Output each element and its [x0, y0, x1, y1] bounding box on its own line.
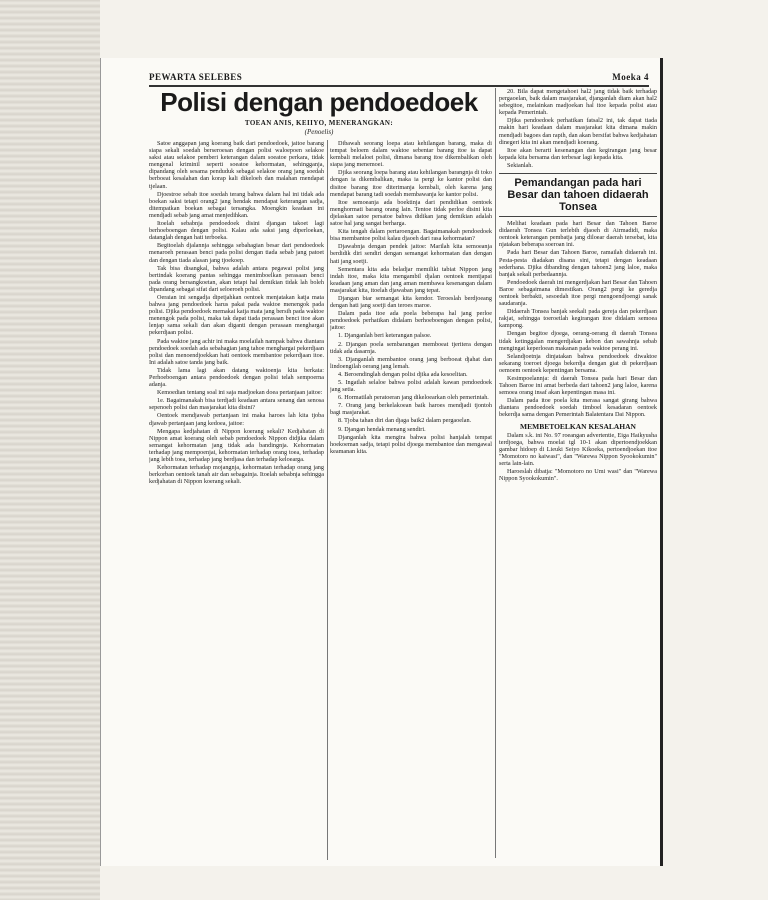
paragraph: 6. Hormatilah peratoeran jang dikeloearkan oleh pemerintah.: [338, 394, 489, 402]
paragraph: 8. Tjoba tahan diri dan djaga baik2 dalam pergaoelan.: [338, 417, 472, 425]
masthead: [149, 72, 649, 84]
paragraph: Satoe anggapan jang koerang baik dari pendoedoek, jaitoe barang siapa sekali soedah berseroesan dengan polisi waloepoen selakoe saksi atau selakoe pemberi keterangan dalam soeatoe perkara, tidak mengenal kriminil seperti soeatoe kehormatan, sehingganja, dipandang oleh sesama penduduk sebagai selakoe orang jang soedah berboeat kesalahan dan korap kali dikeloeh dan malahan mendapat tjelaan.: [149, 140, 324, 190]
article-subtitle: TOEAN ANIS, KEIIYO, MENERANGKAN:: [244, 119, 394, 127]
paragraph: Tak bisa disangkal, bahwa adalah antara pegawai polisi jang bertindak koerang pantas sehingga menimboelkan perasaan benci pada orang bersangkoetan, akan tetapi hal demikian tidak lah boleh dipandang sebagai sifat dari seloeroeh polisi.: [149, 264, 324, 293]
scan-edge: [0, 0, 100, 900]
correction-article-text: [499, 432, 657, 483]
paragraph: 4. Beroendinglah dengan polisi djika ada kesoelitan.: [338, 370, 468, 378]
section-heading-correction: MEMBETOELKAN KESALAHAN: [520, 421, 636, 431]
paragraph: Dengan begitoe djoega, oerang-oerang di daerah Tonsea tidak ketinggalan mengerdjakan kebon dan sawahnja sebab mengingat keperloean makanan pada waktoe perang ini.: [499, 330, 657, 352]
paragraph: Pada waktoe jang achir ini maka moelailah nampak bahwa diantara pendoedoek soedah ada sebahagian jang tahoe menghargai pekerdjaan polisi dan menoendjoekkan hati oentoek membantoe pekerdjaan itoe. Ini adalah satoe tanda jang baik.: [149, 337, 324, 366]
paragraph: Oentoek mendjawab pertanjaan ini maka haroes lah kita tjoba djawab pertanjaan jang kedoea, jaitoe:: [149, 412, 324, 427]
paragraph: Tidak lama lagi akan datang waktoenja kita berkata: Perhoeboengan antara pendoedoek dengan polisi telah sempoerna adanja.: [149, 366, 324, 389]
paragraph: Melihat keadaan pada hari Besar dan Tahoen Baroe didaerah Tonsea Gun terlebih djaoeh di Airmadidi, maka oentoek keterangan pembatja jang diloear daerah tersebat, kita njatakan beberapa soeroan ini.: [499, 220, 657, 249]
column-1-text: [149, 140, 324, 485]
column-2-text: [330, 140, 492, 455]
paragraph: Mengapa kedjahatan di Nippon koerang sekali? Kedjahatan di Nippon amat koerang oleh sebab pendoedoek Nippon didjika dalam semangat kehormatan jang tidak ada bandingnja. Kehormatan terhadap jang mempoenjai, kehormatan terhadap orang toea, terhadap jang lebih toea, terhadap jang berdjasa dan terhadap keloearga.: [149, 427, 324, 464]
paragraph: 20. Bila dapat mengetahoei hal2 jang tidak baik terhadap pergaoelan, baik dalam masjarakat, djanganlah diam akan hal2 sebegitoe, melainkan madjoekan hal itoe kepada polisi atau kepada Pemerintah.: [499, 88, 657, 117]
paragraph: Haroeslah dibatja: "Momotoro no Umi wasi" dan "Warewa Nippon Syookokumin".: [499, 468, 657, 483]
paragraph: Kehormatan terhadap mojangnja, kehormatan terhadap orang jang berkorban oentoek tanah air dan sebagainja. Itoelah sebabnja sehingga kedjahatan di Nippon koerang sekali.: [149, 464, 324, 486]
paragraph: Djika pendoedoek perhatikan fatsal2 ini, tak dapat tiada makin hari keadaan dalam masjarakat kita dimana makin mendjadi bagoes dan rapih, dan akan bersifat bahwa kedjahatan dinegeri kita ini akan mendjadi koerang.: [499, 117, 657, 146]
paragraph: Pendoedoek daerah ini mengerdjakan hari Besar dan Tahoen Baroe sebagaimana dimestikan. Orang2 pergi ke geredja oentoek berbakti, sesoedah itoe pergi mengoendjoengi sanak saudaranja.: [499, 278, 657, 308]
paragraph: 1e. Bagaimanakah bisa terdjadi keadaan antara senang dan senosa sepenoeh polisi dan masjarakat kita disini?: [149, 397, 324, 412]
paragraph: Pada hari Besar dan Tahoen Baroe, ramailah didaerah ini. Pesta-pesta diadakan disana sini, tetapi dengan keadaan sederhana. Djika dibanding dengan tahoen2 jang laloe, maka banjak sekali perbedaannja.: [499, 249, 657, 278]
column-divider: [327, 140, 328, 860]
tonsea-article-text: [499, 220, 657, 419]
paragraph: 7. Orang jang berkelakoean baik haroes mendjadi tjontoh bagi masjarakat.: [330, 402, 492, 417]
article-byline: (Penoelis): [304, 128, 334, 136]
section-heading-tonsea: Pemandangan pada hari Besar dan tahoen didaerah Tonsea: [499, 173, 657, 217]
paragraph: Itoelah sebabnja pendoedoek disini djangan takoet lagi berhoeboengan dengan polisi. Kalau ada saksi jang diperloekan, datanglah dengan hati terboeka.: [149, 220, 324, 242]
column-1: [149, 140, 324, 860]
paragraph: Kemoedian tentang soal ini saja madjoekan doea pertanjaan jaitoe:: [157, 389, 323, 397]
paragraph: 3. Djanganlah membantoe orang jang berboeat djahat dan lindoengilah oerang jang lemah.: [330, 355, 492, 370]
paragraph: Sekianlah.: [507, 161, 533, 169]
paragraph: 1. Djanganlah beri keterangan palsoe.: [338, 332, 432, 340]
paragraph: Oeraian ini sengadja dipetjahkan oentoek menjatakan katja mata bahwa jang pendoedoek harus pakai pada waktoe menengok pada polisi. Djika pendoedoek memakai katja mata jang bersih pada waktoe menengok pada polisi, maka tak dapat tiada perasaan benci itoe akan lenjap sama sekali dan akan diganti dengan perasaan menghargai pekerdjaan polisi.: [149, 293, 324, 337]
paragraph: 5. Ingatlah selaloe bahwa polisi adalah kawan pendoedoek jang setia.: [330, 379, 492, 394]
paragraph: Dibawah seorang loepa atau kehilangan barang, maka di tempat beloem dalam waktoe sebentar barang itoe ia dapat kembali melaloei polisi, dimana barang itoe dikembalikan oleh siapa jang menemoei.: [330, 140, 492, 169]
paragraph: Sementara kita ada beladjar memiliki tabiat Nippon jang indah itoe, maka kita mengambil djalan oentoek mentjapai keadaan jang aman dan jang aman membawa kesenangan dalam masjarakat kita, itoelah djawaban jang tepat.: [330, 265, 492, 294]
paragraph: Selandjoetnja dinjatakan bahwa pendoedoek diwaktoe sekarang toeroet djoega bekerdja dengan giat di pekerdjaan oemoem oentoek kepentingan bersama.: [499, 352, 657, 374]
paragraph: Didaerah Tonsea banjak seekali pada gereja dan pekerdjaan rakjat, sehingga toeroetlah kegirangan itoe didalam semoea kampong.: [499, 308, 657, 330]
paragraph: Djawabnja dengan pendek jaitoe: Marilah kita semoeanja berdidik diri sendiri dengan semangat kehormatan dan dengan hati jang soetji.: [330, 243, 492, 265]
newspaper-page: [100, 58, 661, 866]
newspaper-name: PEWARTA SELEBES: [149, 72, 243, 82]
article-title: Polisi dengan pendoedoek: [160, 87, 478, 117]
column-divider: [495, 88, 496, 858]
paragraph: Dalam pada itoe ada poela beberapa hal jang perloe pendoedoek perhatikan didalam berhoeboengan dengan polisi, jaitoe:: [330, 310, 492, 332]
paragraph: 2. Djangan poela sembarangan memboeat tjeritera dengan tidak ada dasarnja.: [330, 340, 492, 355]
column-2: [330, 140, 492, 860]
paragraph: Dalam s.k. ini No. 97 roeangan advertentie, Eiga Haikyusha terdjoega, bahwa moelai tgl 10-1 akan dipertoendjoekkan gambar hidoep di Lieuki Seiyo Kikoeka, pertoendjoekan itoe "Momotoro no kaiwasi", dan "Warewa Nippon Syookokumin" serta lain-lain.: [499, 431, 657, 468]
page-label: Moeka 4: [612, 72, 649, 82]
paragraph: Djika seorang loepa barang atau kehilangan barangnja di toko dengan ia dikembalikan, maka ia pergi ke kantor polisi dan disitoe barang itoe diterimanja kembali, oleh karena jang mendapat barang tadi soedah membawanja ke kantor polisi.: [330, 169, 492, 198]
paragraph: Kita tengah dalam pertaroengan. Bagaimanakah pendoedoek bisa membantoe polisi kalau djaoeh dari rasa kehormatan?: [330, 228, 492, 243]
column-3: [499, 88, 657, 863]
paragraph: Begitoelah djalannja sehingga sebahagian besar dari pendoedoek menaroeh perasaan benci pada polisi dengan tiada sebab jang patoet dan dengan tiada alasan jang tjoekoep.: [149, 242, 324, 264]
paragraph: Djoestroe sebab itoe soedah terang bahwa dalam hal ini tidak ada boekan saksi tetapi orang2 jang hendak mendapat keterangan sadja, ditempatkan boekan sebagai tersangka. Moengkin keadaan ini mendjadi sebab jang amat menjedihkan.: [149, 190, 324, 219]
paragraph: Djangan biar semangat kita kendor. Teroeslah berdjoeang dengan hati jang soetji dan teroes maroe.: [330, 294, 492, 310]
paragraph: Dalam pada itoe poela kita merasa sangat girang bahwa diantara pendoedoek soedah timboel kesadaran oentoek bekerdja sama dengan Pemerintah Balatentara Dai Nippon.: [499, 397, 657, 419]
paragraph: Itoe akan berarti kesenangan dan kegirangan jang besar kepada kita bersama dan terbesar lagi kepada kita.: [499, 146, 657, 161]
column-3-text: [499, 88, 657, 169]
paragraph: Djanganlah kita mengira bahwa polisi hanjalah tempat hoekoeman sadja, tetapi polisi djoega membantoe dan mengawal keamanan kita.: [330, 433, 492, 455]
paragraph: 9. Djangan hendak menang sendiri.: [338, 425, 426, 433]
paragraph: Itoe semoeanja ada boektinja dari pendidikan oentoek menghormati barang orang lain. Tentoe tidak perloe disini kita djelaskan satoe persatoe bahwa didikan jang demikian adalah satoe hal jang sangat berharga.: [330, 198, 492, 228]
paragraph: Kesimpoelannja: di daerah Tonsea pada hari Besar dan Tahoen Baroe ini amat berbeda dari tahoen2 jang laloe, karena semoea orang insaf akan kepentingan masa ini.: [499, 375, 657, 397]
